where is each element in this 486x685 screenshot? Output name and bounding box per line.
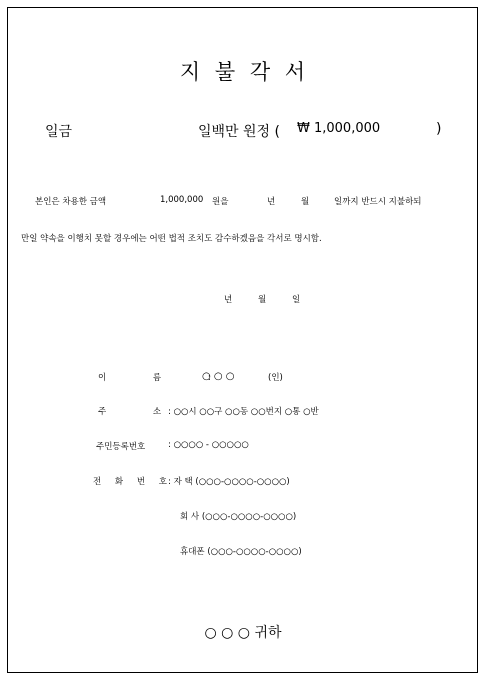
name-value: ○ ○ ○ — [202, 371, 235, 382]
resident-number-label: 주민등록번호 — [96, 442, 146, 452]
document-border — [7, 7, 478, 673]
address-value: : ○○시 ○○구 ○○동 ○○번지 ○통 ○반 — [168, 407, 319, 417]
date-day: 일 — [292, 295, 301, 305]
amount-close-paren: ) — [436, 121, 442, 137]
amount-in-words: 일백만 원정 ( — [198, 124, 280, 140]
pledge-year: 년 — [267, 197, 276, 207]
resident-number-value: : ○○○○ - ○○○○○ — [168, 440, 249, 450]
seal-mark: (인) — [268, 373, 283, 383]
phone-office: 회 사 (○○○-○○○○-○○○○) — [180, 512, 297, 522]
pledge-text-part1: 본인은 차용한 금액 — [35, 197, 107, 207]
address-label: 주 소 — [98, 407, 162, 417]
pledge-text-part3: 일까지 반드시 지불하되 — [334, 197, 422, 207]
amount-label: 일금 — [45, 124, 73, 140]
amount-in-figures: ₩ 1,000,000 — [297, 121, 381, 136]
date-month: 월 — [258, 295, 267, 305]
addressee: ○ ○ ○ 귀하 — [204, 625, 282, 641]
phone-mobile: 휴대폰 (○○○-○○○○-○○○○) — [180, 547, 302, 557]
pledge-text-line2: 만일 약속을 이행치 못할 경우에는 어떤 법적 조치도 감수하겠음을 각서로 명시함. — [21, 234, 322, 244]
phone-label: 전 화 번 호 — [93, 477, 167, 487]
name-label: 이 름 : — [98, 373, 211, 383]
phone-home: : 자 택 (○○○-○○○○-○○○○) — [168, 477, 290, 487]
date-year: 년 — [224, 295, 233, 305]
pledge-amount: 1,000,000 — [160, 195, 204, 205]
pledge-text-part2: 원을 — [212, 197, 229, 207]
pledge-month: 월 — [301, 197, 310, 207]
document-title: 지 불 각 서 — [179, 60, 307, 84]
